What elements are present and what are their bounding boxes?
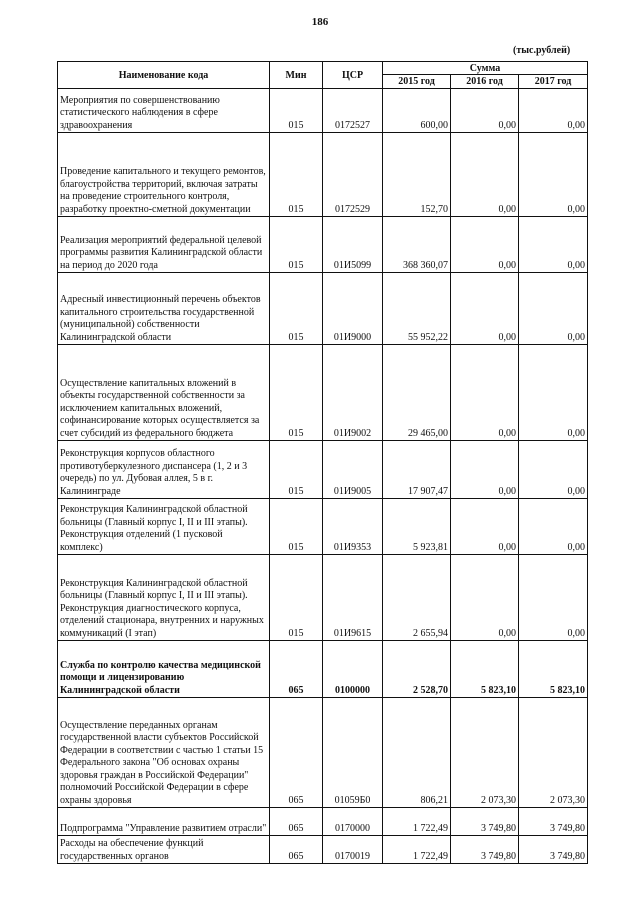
row-name: Реализация мероприятий федеральной целевой программы развития Калининградской области на период до 2020 года bbox=[58, 217, 270, 273]
header-2016: 2016 год bbox=[451, 75, 519, 89]
row-2016: 3 749,80 bbox=[451, 836, 519, 864]
header-name: Наименование кода bbox=[58, 62, 270, 89]
table-row bbox=[58, 133, 588, 217]
row-min: 015 bbox=[270, 499, 323, 555]
row-2017: 0,00 bbox=[519, 345, 588, 441]
row-2017: 0,00 bbox=[519, 441, 588, 499]
row-csr: 0170019 bbox=[323, 836, 383, 864]
row-2015: 806,21 bbox=[383, 698, 451, 808]
row-2017: 0,00 bbox=[519, 89, 588, 133]
row-name: Проведение капитального и текущего ремонтов, благоустройства территорий, включая затраты на проведение строительного контроля, разработку проектно-сметной документации bbox=[58, 133, 270, 217]
row-2017: 5 823,10 bbox=[519, 641, 588, 698]
row-2016: 0,00 bbox=[451, 345, 519, 441]
row-2015: 17 907,47 bbox=[383, 441, 451, 499]
row-name: Реконструкция корпусов областного противотуберкулезного диспансера (1, 2 и 3 очередь) по ул. Дубовая аллея, 5 в г. Калининграде bbox=[58, 441, 270, 499]
row-min: 015 bbox=[270, 555, 323, 641]
row-name: Расходы на обеспечение функций государственных органов bbox=[58, 836, 270, 864]
row-name: Реконструкция Калининградской областной больницы (Главный корпус I, II и III этапы). Реконструкция отделений (1 пусковой комплекс) bbox=[58, 499, 270, 555]
row-min: 065 bbox=[270, 698, 323, 808]
table-row bbox=[58, 836, 588, 864]
row-2015: 5 923,81 bbox=[383, 499, 451, 555]
row-2016: 0,00 bbox=[451, 89, 519, 133]
row-2015: 29 465,00 bbox=[383, 345, 451, 441]
row-csr: 0100000 bbox=[323, 641, 383, 698]
row-min: 065 bbox=[270, 641, 323, 698]
row-min: 015 bbox=[270, 133, 323, 217]
row-2015: 1 722,49 bbox=[383, 808, 451, 836]
row-2015: 2 528,70 bbox=[383, 641, 451, 698]
row-2015: 600,00 bbox=[383, 89, 451, 133]
header-csr: ЦСР bbox=[323, 62, 383, 89]
row-2015: 55 952,22 bbox=[383, 273, 451, 345]
table-row bbox=[58, 641, 588, 698]
table-row bbox=[58, 89, 588, 133]
row-csr: 0172527 bbox=[323, 89, 383, 133]
row-csr: 0170000 bbox=[323, 808, 383, 836]
row-2016: 0,00 bbox=[451, 273, 519, 345]
table-row bbox=[58, 345, 588, 441]
row-min: 015 bbox=[270, 441, 323, 499]
row-min: 015 bbox=[270, 217, 323, 273]
row-min: 015 bbox=[270, 89, 323, 133]
table-row bbox=[58, 555, 588, 641]
units-label: (тыс.рублей) bbox=[513, 45, 571, 56]
row-csr: 01И9000 bbox=[323, 273, 383, 345]
row-csr: 01059Б0 bbox=[323, 698, 383, 808]
table-row bbox=[58, 273, 588, 345]
row-name: Мероприятия по совершенствованию статистического наблюдения в сфере здравоохранения bbox=[58, 89, 270, 133]
table-row bbox=[58, 808, 588, 836]
table-row bbox=[58, 499, 588, 555]
row-csr: 01И9353 bbox=[323, 499, 383, 555]
row-csr: 01И9005 bbox=[323, 441, 383, 499]
row-name: Реконструкция Калининградской областной больницы (Главный корпус I, II и III этапы). Реконструкция диагностического корпуса, отделений стационара, внутренних и наружных коммуникаций (I этап) bbox=[58, 555, 270, 641]
page-number: 186 bbox=[311, 16, 329, 28]
row-csr: 01И5099 bbox=[323, 217, 383, 273]
row-min: 015 bbox=[270, 345, 323, 441]
row-name: Адресный инвестиционный перечень объектов капитального строительства государственной (муниципальной) собственности Калининградской области bbox=[58, 273, 270, 345]
row-2017: 0,00 bbox=[519, 217, 588, 273]
row-2016: 2 073,30 bbox=[451, 698, 519, 808]
table-row bbox=[58, 217, 588, 273]
row-2016: 0,00 bbox=[451, 441, 519, 499]
row-2017: 0,00 bbox=[519, 555, 588, 641]
row-2016: 0,00 bbox=[451, 217, 519, 273]
row-csr: 01И9002 bbox=[323, 345, 383, 441]
row-csr: 0172529 bbox=[323, 133, 383, 217]
row-2015: 1 722,49 bbox=[383, 836, 451, 864]
header-2017: 2017 год bbox=[519, 75, 588, 89]
table-row bbox=[58, 698, 588, 808]
row-min: 065 bbox=[270, 808, 323, 836]
row-2015: 2 655,94 bbox=[383, 555, 451, 641]
header-min: Мин bbox=[270, 62, 323, 89]
row-name: Служба по контролю качества медицинской помощи и лицензированию Калининградской области bbox=[58, 641, 270, 698]
row-name: Осуществление капитальных вложений в объекты государственной собственности за исключением капитальных вложений, софинансирование которых осуществляется за счет субсидий из федерального бюджета bbox=[58, 345, 270, 441]
row-2016: 3 749,80 bbox=[451, 808, 519, 836]
row-2016: 0,00 bbox=[451, 499, 519, 555]
row-name: Подпрограмма "Управление развитием отрасли" bbox=[58, 808, 270, 836]
row-name: Осуществление переданных органам государственной власти субъектов Российской Федерации в соответствии с частью 1 статьи 15 Федерального закона "Об основах охраны здоровья граждан в Российской Федерации" полномочий Российской Федерации в сфере охраны здоровья bbox=[58, 698, 270, 808]
row-2016: 5 823,10 bbox=[451, 641, 519, 698]
row-2017: 2 073,30 bbox=[519, 698, 588, 808]
row-2017: 0,00 bbox=[519, 133, 588, 217]
row-2015: 368 360,07 bbox=[383, 217, 451, 273]
row-2015: 152,70 bbox=[383, 133, 451, 217]
header-2015: 2015 год bbox=[383, 75, 451, 89]
budget-table bbox=[57, 61, 588, 864]
row-2017: 3 749,80 bbox=[519, 836, 588, 864]
row-min: 015 bbox=[270, 273, 323, 345]
row-2016: 0,00 bbox=[451, 133, 519, 217]
row-2017: 3 749,80 bbox=[519, 808, 588, 836]
header-sum: Сумма bbox=[383, 62, 588, 75]
row-2017: 0,00 bbox=[519, 273, 588, 345]
row-csr: 01И9615 bbox=[323, 555, 383, 641]
row-min: 065 bbox=[270, 836, 323, 864]
row-2017: 0,00 bbox=[519, 499, 588, 555]
table-row bbox=[58, 441, 588, 499]
row-2016: 0,00 bbox=[451, 555, 519, 641]
